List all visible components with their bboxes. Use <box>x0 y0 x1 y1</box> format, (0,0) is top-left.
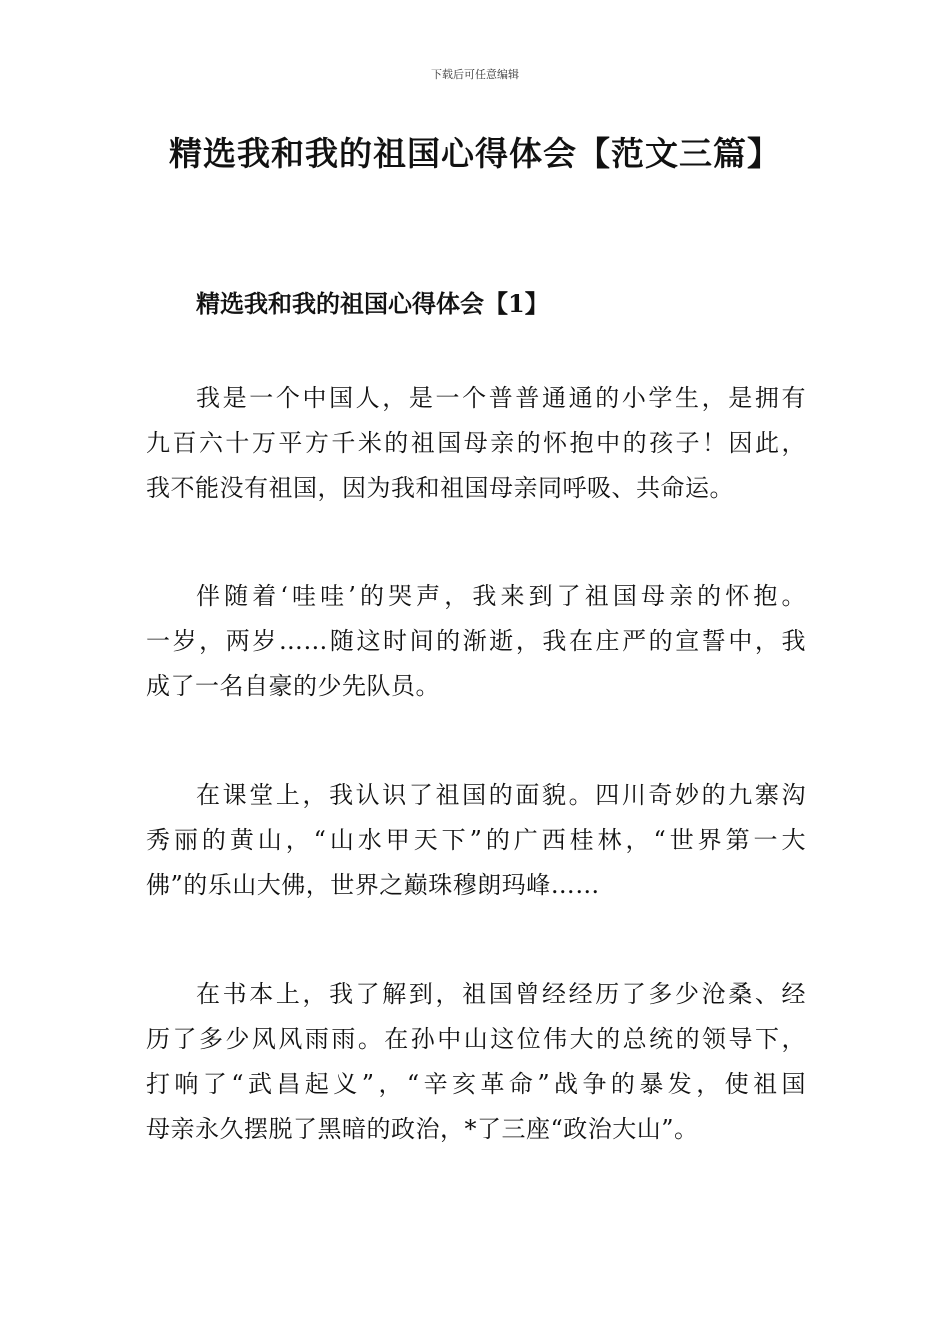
paragraph-4 <box>146 972 806 1152</box>
paragraph-1 <box>146 376 806 511</box>
section-heading: 精选我和我的祖国心得体会【1】 <box>196 289 549 318</box>
paragraph-line: 我是一个中国人，是一个普普通通的小学生，是拥有 <box>196 384 806 412</box>
paragraph-line: 我不能没有祖国，因为我和祖国母亲同呼吸、共命运。 <box>146 474 734 502</box>
paragraph-line: 打响了“武昌起义”，“辛亥革命”战争的暴发，使祖国 <box>146 1070 806 1098</box>
paragraph-line: 佛”的乐山大佛，世界之巅珠穆朗玛峰…… <box>146 871 600 899</box>
paragraph-3 <box>146 773 806 908</box>
paragraph-line: 历了多少风风雨雨。在孙中山这位伟大的总统的领导下， <box>146 1025 806 1053</box>
paragraph-line: 在课堂上，我认识了祖国的面貌。四川奇妙的九寨沟 <box>196 781 806 809</box>
header-note: 下载后可任意编辑 <box>431 68 519 81</box>
paragraph-line: 九百六十万平方千米的祖国母亲的怀抱中的孩子！因此， <box>146 429 806 457</box>
paragraph-line: 在书本上，我了解到，祖国曾经经历了多少沧桑、经 <box>196 980 806 1008</box>
document-title: 精选我和我的祖国心得体会【范文三篇】 <box>169 134 781 173</box>
paragraph-line: 成了一名自豪的少先队员。 <box>146 672 440 700</box>
paragraph-line: 伴随着‘哇哇’的哭声，我来到了祖国母亲的怀抱。 <box>196 582 806 610</box>
paragraph-line: 母亲永久摆脱了黑暗的政治，*了三座“政治大山”。 <box>146 1115 699 1143</box>
paragraph-2 <box>146 574 806 709</box>
paragraph-line: 秀丽的黄山，“山水甲天下”的广西桂林，“世界第一大 <box>146 826 806 854</box>
paragraph-line: 一岁，两岁……随这时间的渐逝，我在庄严的宣誓中，我 <box>146 627 806 655</box>
